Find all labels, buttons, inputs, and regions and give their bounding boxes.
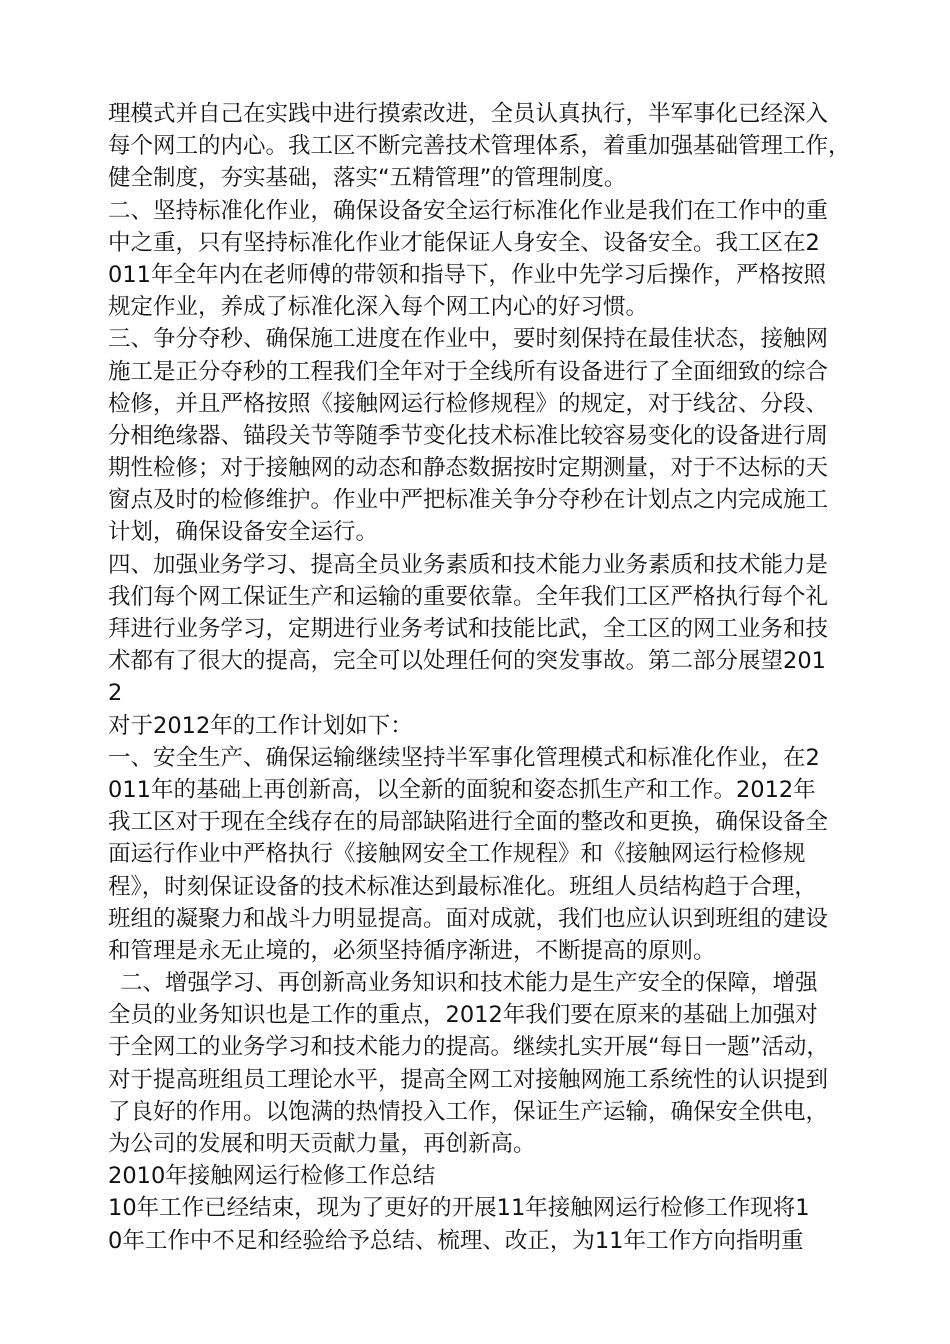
text-line: 术都有了很大的提高，完全可以处理任何的突发事故。第二部分展望201 bbox=[108, 648, 826, 675]
text-line: 期性检修；对于接触网的动态和静态数据按时定期测量，对于不达标的天 bbox=[108, 455, 829, 482]
section-heading-line: 二、增强学习、再创新高业务知识和技术能力是生产安全的保障，增强 bbox=[120, 970, 818, 997]
text-line: 于全网工的业务学习和技术能力的提高。继续扎实开展“每日一题”活动， bbox=[108, 1034, 829, 1061]
text-line: 每个网工的内心。我工区不断完善技术管理体系，着重加强基础管理工作， bbox=[108, 133, 851, 160]
text-line: 对于提高班组员工理论水平，提高全网工对接触网施工系统性的认识提到 bbox=[108, 1066, 829, 1093]
text-line: 我们每个网工保证生产和运输的重要依靠。全年我们工区严格执行每个礼 bbox=[108, 583, 829, 610]
section-heading-line: 四、加强业务学习、提高全员业务素质和技术能力业务素质和技术能力是 bbox=[108, 551, 829, 578]
document-body bbox=[108, 98, 868, 1257]
text-line: 011年的基础上再创新高，以全新的面貌和姿态抓生产和工作。2012年 bbox=[108, 776, 816, 803]
text-line: 了良好的作用。以饱满的热情投入工作，保证生产运输，确保安全供电， bbox=[108, 1098, 829, 1125]
text-line: 011年全年内在老师傅的带领和指导下，作业中先学习后操作，严格按照 bbox=[108, 261, 826, 288]
text-line: 分相绝缘器、锚段关节等随季节变化技术标准比较容易变化的设备进行周 bbox=[108, 422, 829, 449]
text-line: 10年工作已经结束，现为了更好的开展11年接触网运行检修工作现将1 bbox=[108, 1195, 810, 1222]
text-line: 我工区对于现在全线存在的局部缺陷进行全面的整改和更换，确保设备全 bbox=[108, 809, 829, 836]
section-heading-line: 二、坚持标准化作业，确保设备安全运行标准化作业是我们在工作中的重 bbox=[108, 197, 829, 224]
text-line: 为公司的发展和明天贡献力量，再创新高。 bbox=[108, 1131, 536, 1157]
text-line: 窗点及时的检修维护。作业中严把标准关争分夺秒在计划点之内完成施工 bbox=[108, 487, 829, 514]
text-line: 和管理是永无止境的，必须坚持循序渐进，不断提高的原则。 bbox=[108, 937, 716, 964]
document-title-line: 2010年接触网运行检修工作总结 bbox=[108, 1163, 436, 1190]
text-line: 健全制度，夯实基础，落实“五精管理”的管理制度。 bbox=[108, 165, 627, 192]
text-line: 班组的凝聚力和战斗力明显提高。面对成就，我们也应认识到班组的建设 bbox=[108, 905, 829, 932]
text-line: 全员的业务知识也是工作的重点，2012年我们要在原来的基础上加强对 bbox=[108, 1002, 818, 1029]
text-line: 检修，并且严格按照《接触网运行检修规程》的规定，对于线岔、分段、 bbox=[108, 390, 829, 417]
text-line: 规定作业，养成了标准化深入每个网工内心的好习惯。 bbox=[108, 294, 649, 321]
text-line: 拜进行业务学习，定期进行业务考试和技能比武，全工区的网工业务和技 bbox=[108, 616, 829, 642]
text-line: 计划，确保设备安全运行。 bbox=[108, 519, 379, 546]
text-line: 理模式并自己在实践中进行摸索改进，全员认真执行，半军事化已经深入 bbox=[108, 101, 829, 127]
text-line: 中之重，只有坚持标准化作业才能保证人身安全、设备安全。我工区在2 bbox=[108, 229, 820, 256]
text-line: 2 bbox=[108, 680, 123, 707]
text-line: 施工是正分夺秒的工程我们全年对于全线所有设备进行了全面细致的综合 bbox=[108, 358, 829, 385]
text-line: 0年工作中不足和经验给予总结、梳理、改正，为11年工作方向指明重 bbox=[108, 1227, 804, 1254]
text-line: 对于2012年的工作计划如下： bbox=[108, 712, 413, 739]
section-heading-line: 三、争分夺秒、确保施工进度在作业中，要时刻保持在最佳状态，接触网 bbox=[108, 326, 829, 353]
text-line: 面运行作业中严格执行《接触网安全工作规程》和《接触网运行检修规 bbox=[108, 841, 806, 868]
section-heading-line: 一、安全生产、确保运输继续坚持半军事化管理模式和标准化作业，在2 bbox=[108, 744, 820, 771]
text-line: 程》，时刻保证设备的技术标准达到最标准化。班组人员结构趋于合理， bbox=[108, 873, 817, 900]
